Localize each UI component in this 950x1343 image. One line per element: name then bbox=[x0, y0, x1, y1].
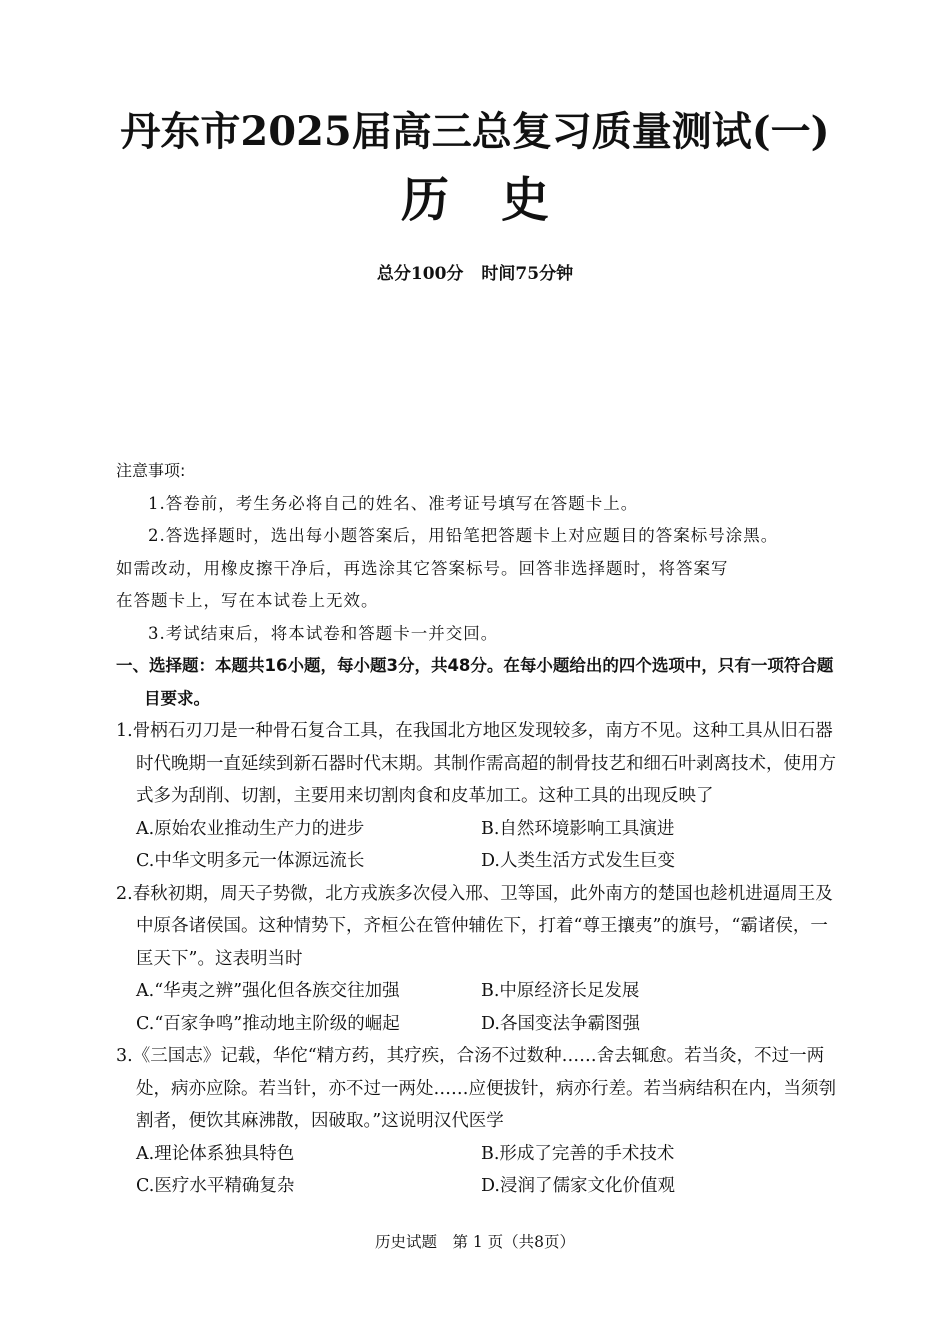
exam-time: 时间75分钟 bbox=[481, 264, 574, 284]
question-stem: 1.骨柄石刃刀是一种骨石复合工具，在我国北方地区发现较多，南方不见。这种工具从旧石器时代晚期一直延续到新石器时代末期。其制作需高超的制骨技艺和细石叶剥离技术，使用方式多为刮削、切割，主要用来切割肉食和皮革加工。这种工具的出现反映了 bbox=[116, 721, 836, 806]
option-d: D.各国变法争霸图强 bbox=[481, 1013, 640, 1034]
notice-item: 3.考试结束后，将本试卷和答题卡一并交回。 bbox=[148, 623, 499, 643]
exam-info bbox=[0, 262, 950, 286]
question-options bbox=[116, 1008, 841, 1041]
question-stem: 2.春秋初期，周天子势微，北方戎族多次侵入邢、卫等国，此外南方的楚国也趁机进逼周王及中原各诸侯国。这种情势下，齐桓公在管仲辅佐下，打着“尊王攘夷”的旗号，“霸诸侯，一匡天下”。这表明当时 bbox=[116, 883, 833, 969]
exam-title: 丹东市2025届高三总复习质量测试(一) bbox=[120, 108, 830, 155]
option-b: B.中原经济长足发展 bbox=[481, 981, 640, 1001]
notice-item: 如需改动，用橡皮擦干净后，再选涂其它答案标号。回答非选择题时，将答案写 bbox=[116, 558, 729, 578]
exam-body bbox=[116, 455, 841, 1203]
question-options bbox=[116, 1138, 841, 1171]
notice-item: 1.答卷前，考生务必将自己的姓名、准考证号填写在答题卡上。 bbox=[148, 493, 639, 513]
question-options bbox=[116, 845, 841, 878]
option-a: A.理论体系独具特色 bbox=[136, 1143, 295, 1164]
option-c: C.“百家争鸣”推动地主阶级的崛起 bbox=[136, 1013, 400, 1034]
section-heading: 一、选择题：本题共16小题，每小题3分，共48分。在每小题给出的四个选项中，只有一项符合题目要求。 bbox=[116, 656, 834, 708]
option-a: A.原始农业推动生产力的进步 bbox=[136, 818, 365, 839]
option-c: C.中华文明多元一体源远流长 bbox=[136, 851, 365, 871]
option-d: D.浸润了儒家文化价值观 bbox=[481, 1176, 675, 1196]
option-b: B.形成了完善的手术技术 bbox=[481, 1143, 675, 1164]
question-options bbox=[116, 1170, 841, 1203]
option-c: C.医疗水平精确复杂 bbox=[136, 1176, 295, 1196]
notice-item: 2.答选择题时，选出每小题答案后，用铅笔把答题卡上对应题目的答案标号涂黑。 bbox=[148, 526, 779, 545]
page-footer: 历史试题 第 1 页（共8页） bbox=[374, 1233, 576, 1251]
question-options bbox=[116, 813, 841, 846]
total-score: 总分100分 bbox=[376, 264, 464, 284]
subject-title: 历史 bbox=[400, 172, 601, 228]
option-a: A.“华夷之辨”强化但各族交往加强 bbox=[136, 981, 400, 1001]
question-options bbox=[116, 975, 841, 1008]
option-d: D.人类生活方式发生巨变 bbox=[481, 851, 675, 871]
notice-item: 在答题卡上，写在本试卷上无效。 bbox=[116, 591, 379, 610]
question-stem: 3.《三国志》记载，华佗“精方药，其疗疾，合汤不过数种……舍去辄愈。若当灸，不过一两处，病亦应除。若当针，亦不过一两处……应便拔针，病亦行差。若当病结积在内，当须刳割者，便饮其麻沸散，因破取。”这说明汉代医学 bbox=[116, 1046, 836, 1131]
notice-heading: 注意事项: bbox=[116, 461, 186, 480]
option-b: B.自然环境影响工具演进 bbox=[481, 818, 675, 839]
